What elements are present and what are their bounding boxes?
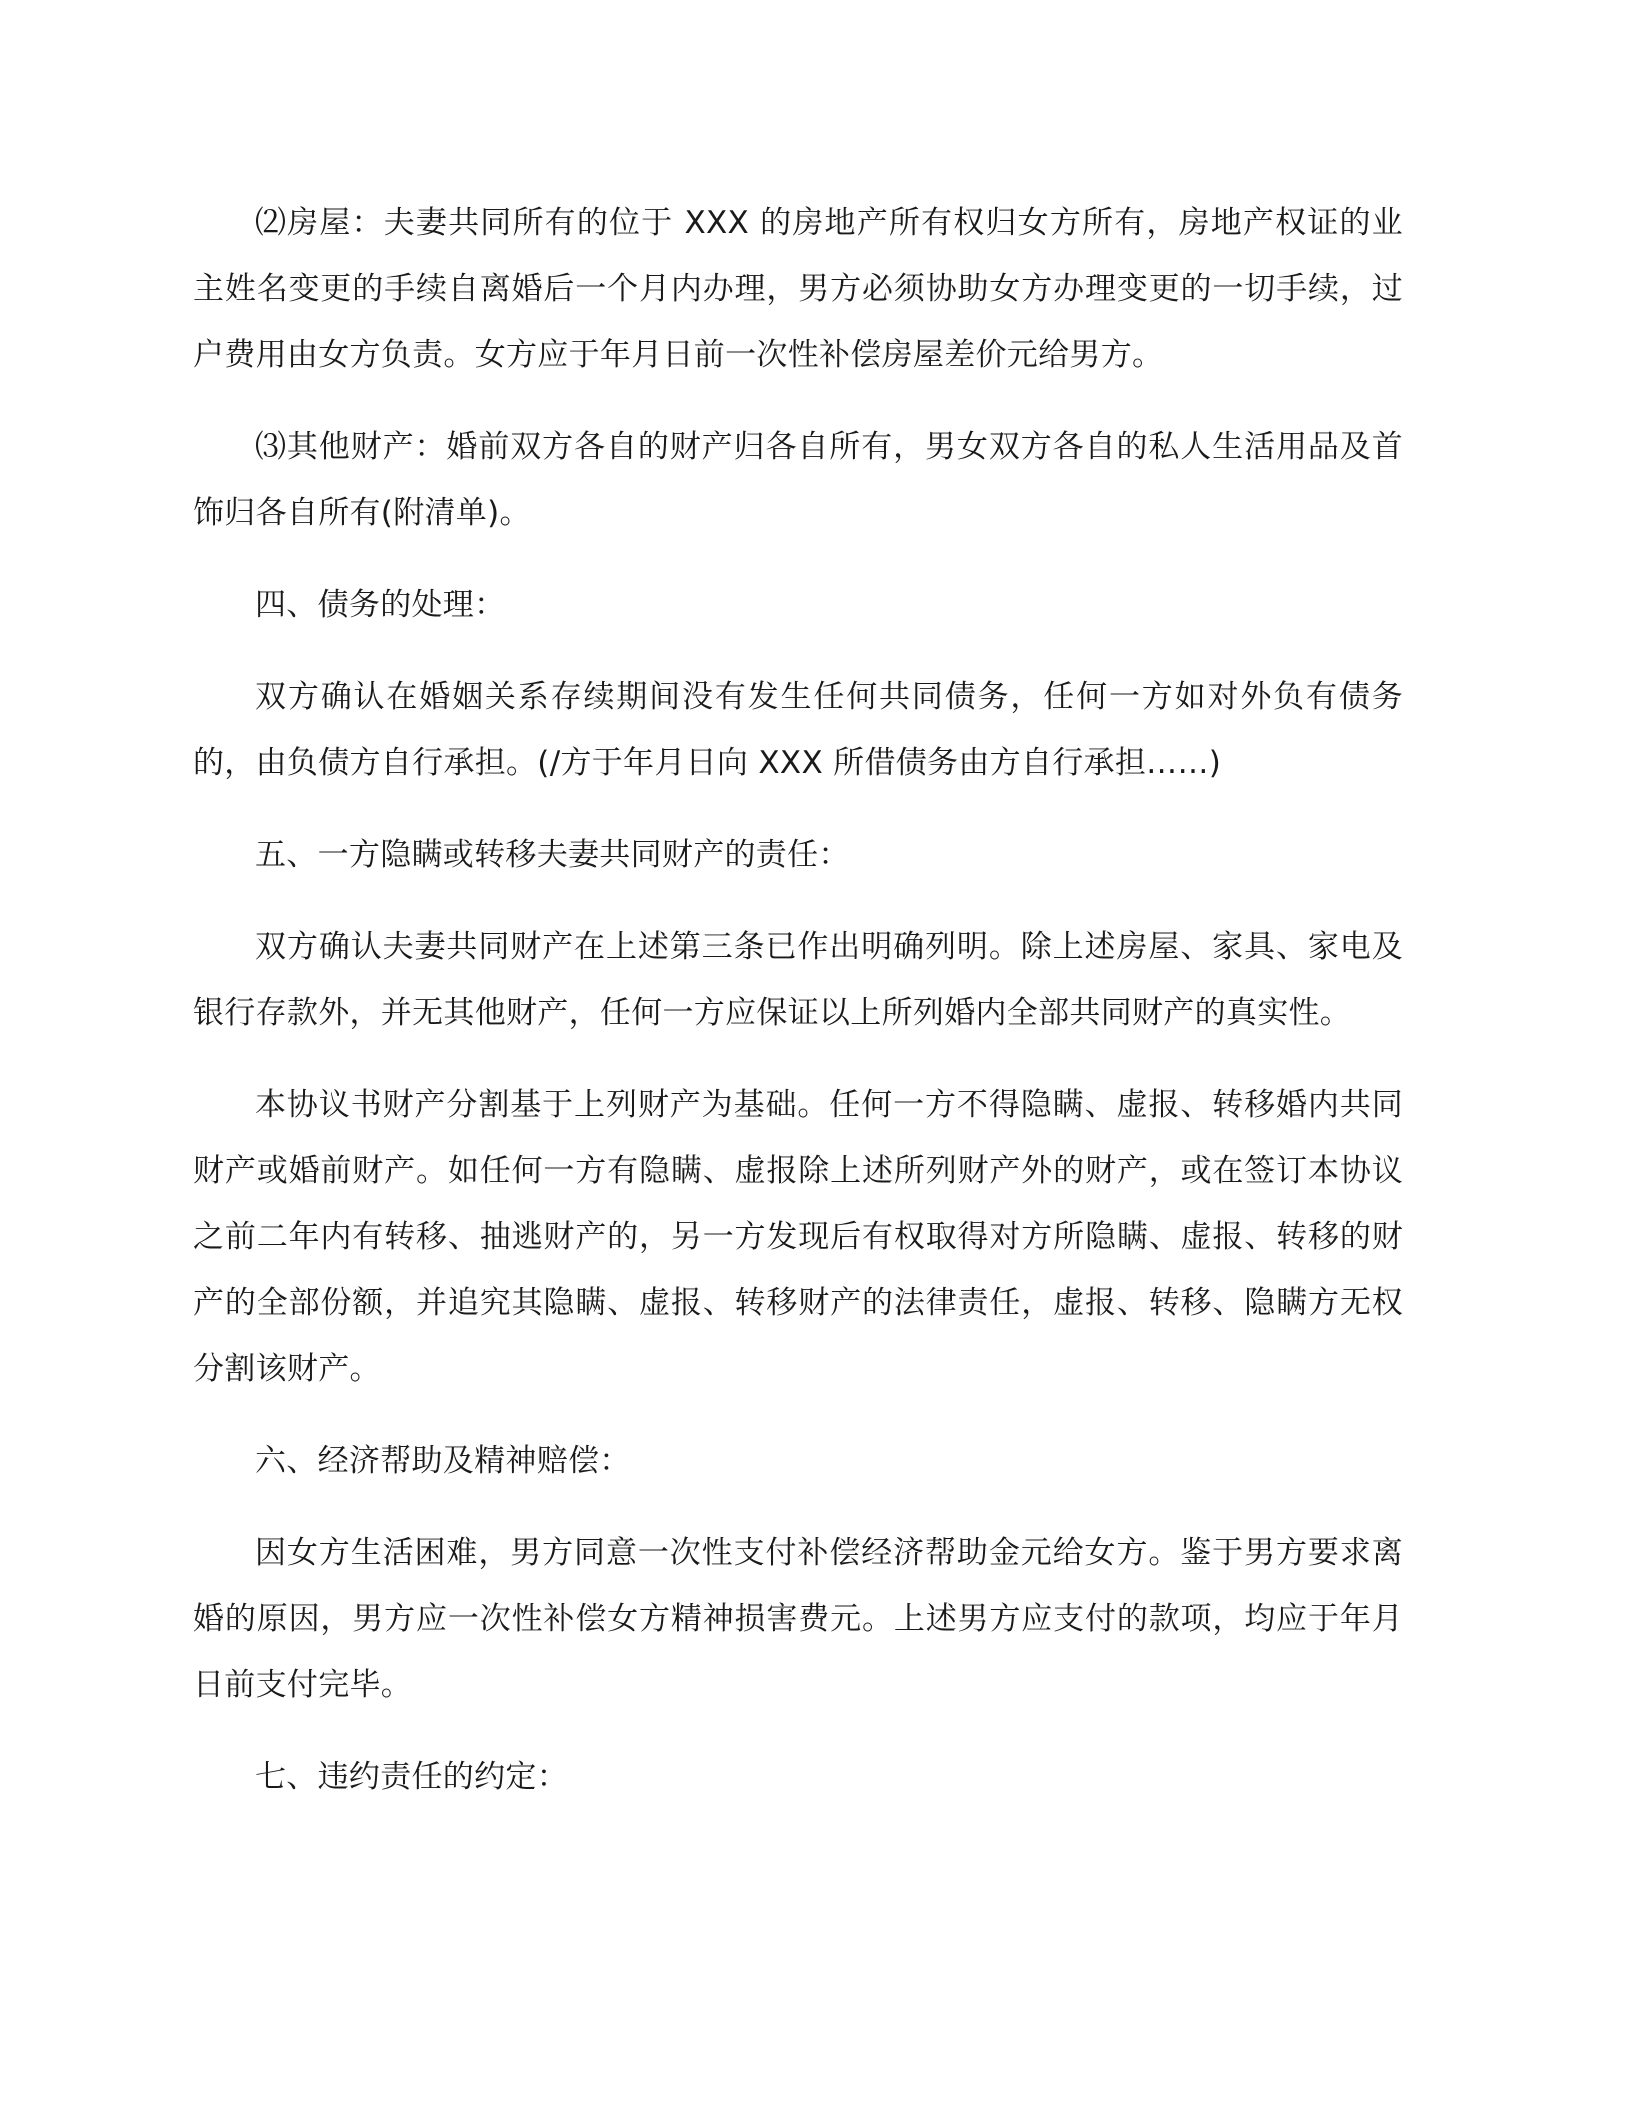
paragraph-house: ⑵房屋：夫妻共同所有的位于 XXX 的房地产所有权归女方所有，房地产权证的业主姓名变更的手续自离婚后一个月内办理，男方必须协助女方办理变更的一切手续，过户费用由女方负责。女方应于年月日前一次性补偿房屋差价元给男方。: [193, 205, 1403, 373]
paragraph-debts: 双方确认在婚姻关系存续期间没有发生任何共同债务，任何一方如对外负有债务的，由负债方自行承担。(/方于年月日向 XXX 所借债务由方自行承担……): [193, 679, 1403, 781]
section-heading-breach: 七、违约责任的约定：: [255, 1759, 568, 1795]
section-heading-compensation: 六、经济帮助及精神赔偿：: [255, 1443, 631, 1479]
paragraph-concealment-liability: 本协议书财产分割基于上列财产为基础。任何一方不得隐瞒、虚报、转移婚内共同财产或婚前财产。如任何一方有隐瞒、虚报除上述所列财产外的财产，或在签订本协议之前二年内有转移、抽逃财产的，另一方发现后有权取得对方所隐瞒、虚报、转移的财产的全部份额，并追究其隐瞒、虚报、转移财产的法律责任，虚报、转移、隐瞒方无权分割该财产。: [193, 1087, 1403, 1387]
paragraph-concealment-confirm: 双方确认夫妻共同财产在上述第三条已作出明确列明。除上述房屋、家具、家电及银行存款外，并无其他财产，任何一方应保证以上所列婚内全部共同财产的真实性。: [193, 929, 1403, 1031]
paragraph-compensation: 因女方生活困难，男方同意一次性支付补偿经济帮助金元给女方。鉴于男方要求离婚的原因，男方应一次性补偿女方精神损害费元。上述男方应支付的款项，均应于年月日前支付完毕。: [193, 1535, 1403, 1703]
document-body: [193, 190, 1403, 1836]
paragraph-other-property: ⑶其他财产：婚前双方各自的财产归各自所有，男女双方各自的私人生活用品及首饰归各自所有(附清单)。: [193, 429, 1403, 531]
section-heading-debts: 四、债务的处理：: [255, 587, 506, 623]
section-heading-concealment: 五、一方隐瞒或转移夫妻共同财产的责任：: [255, 837, 850, 873]
